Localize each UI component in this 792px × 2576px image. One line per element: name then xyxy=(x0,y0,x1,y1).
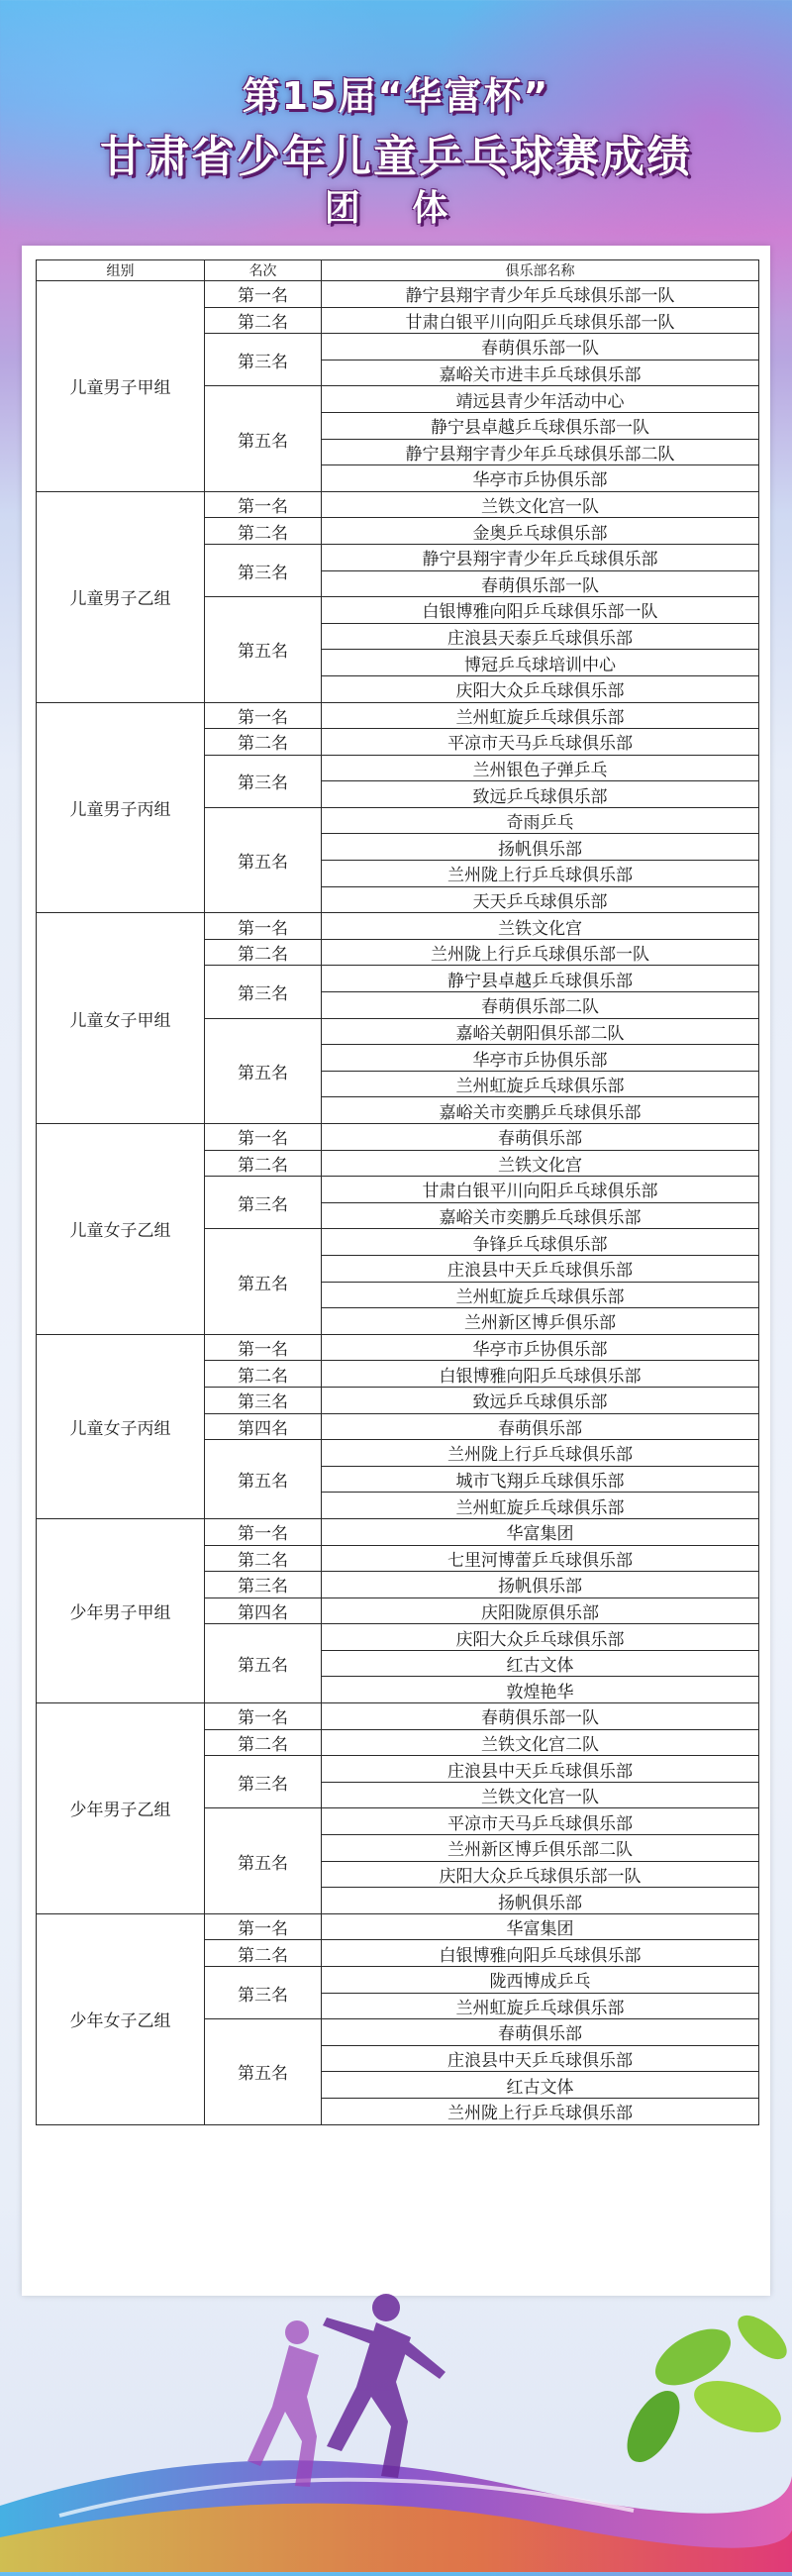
rank-cell: 第一名 xyxy=(205,1124,322,1151)
rank-cell: 第五名 xyxy=(205,386,322,491)
club-name: 红古文体 xyxy=(322,1650,759,1677)
header-rank: 名次 xyxy=(205,260,322,281)
table-row xyxy=(37,1334,759,1361)
club-name: 嘉峪关市进丰乒乓球俱乐部 xyxy=(322,360,759,386)
club-name: 白银博雅向阳乒乓球俱乐部一队 xyxy=(322,597,759,624)
club-name: 兰州陇上行乒乓球俱乐部 xyxy=(322,861,759,887)
group-name: 儿童女子丙组 xyxy=(37,1334,205,1518)
club-name: 红古文体 xyxy=(322,2072,759,2099)
rank-cell: 第四名 xyxy=(205,1413,322,1440)
table-row xyxy=(37,1913,759,1940)
rank-cell: 第三名 xyxy=(205,544,322,596)
club-name: 春萌俱乐部二队 xyxy=(322,992,759,1019)
rank-cell: 第三名 xyxy=(205,755,322,807)
club-name: 庆阳大众乒乓球俱乐部一队 xyxy=(322,1861,759,1888)
group-name: 儿童男子丙组 xyxy=(37,702,205,913)
club-name: 扬帆俱乐部 xyxy=(322,1888,759,1914)
rank-cell: 第二名 xyxy=(205,307,322,334)
rank-cell: 第一名 xyxy=(205,702,322,729)
club-name: 博冠乒乓球培训中心 xyxy=(322,650,759,676)
club-name: 兰州虹旋乒乓球俱乐部 xyxy=(322,702,759,729)
rank-cell: 第一名 xyxy=(205,1334,322,1361)
rank-cell: 第二名 xyxy=(205,1729,322,1756)
rank-cell: 第五名 xyxy=(205,1624,322,1703)
player-silhouette xyxy=(323,2294,446,2478)
club-name: 兰州银色子弹乒乓 xyxy=(322,755,759,781)
rank-cell: 第三名 xyxy=(205,1387,322,1413)
club-name: 静宁县翔宇青少年乒乓球俱乐部 xyxy=(322,544,759,570)
rank-cell: 第五名 xyxy=(205,1229,322,1334)
table-row xyxy=(37,702,759,729)
results-sheet xyxy=(22,246,770,2296)
club-name: 嘉峪关朝阳俱乐部二队 xyxy=(322,1018,759,1045)
rank-cell: 第五名 xyxy=(205,1018,322,1123)
results-table xyxy=(36,259,759,2125)
club-name: 城市飞翔乒乓球俱乐部 xyxy=(322,1466,759,1493)
club-name: 平凉市天马乒乓球俱乐部 xyxy=(322,1808,759,1835)
club-name: 陇西博成乒乓 xyxy=(322,1967,759,1994)
club-name: 静宁县卓越乒乓球俱乐部 xyxy=(322,966,759,992)
category-title: 团 体 xyxy=(324,188,468,229)
rank-cell: 第五名 xyxy=(205,1440,322,1519)
club-name: 兰州新区博乒俱乐部 xyxy=(322,1308,759,1335)
club-name: 兰州陇上行乒乓球俱乐部 xyxy=(322,1440,759,1467)
club-name: 天天乒乓球俱乐部 xyxy=(322,886,759,913)
club-name: 春萌俱乐部一队 xyxy=(322,334,759,361)
rank-cell: 第二名 xyxy=(205,1361,322,1388)
club-name: 致远乒乓球俱乐部 xyxy=(322,1387,759,1413)
group-name: 少年男子甲组 xyxy=(37,1518,205,1702)
club-name: 庆阳陇原俱乐部 xyxy=(322,1597,759,1624)
club-name: 静宁县翔宇青少年乒乓球俱乐部二队 xyxy=(322,439,759,465)
club-name: 甘肃白银平川向阳乒乓球俱乐部一队 xyxy=(322,307,759,334)
rank-cell: 第二名 xyxy=(205,729,322,756)
sports-illustration xyxy=(0,2278,792,2572)
club-name: 春萌俱乐部一队 xyxy=(322,570,759,597)
club-name: 金奥乒乓球俱乐部 xyxy=(322,518,759,545)
club-name: 靖远县青少年活动中心 xyxy=(322,386,759,413)
rank-cell: 第三名 xyxy=(205,966,322,1018)
club-name: 华亭市乒协俱乐部 xyxy=(322,465,759,492)
club-name: 嘉峪关市奕鹏乒乓球俱乐部 xyxy=(322,1097,759,1124)
club-name: 致远乒乓球俱乐部 xyxy=(322,781,759,808)
footer-decoration xyxy=(0,2278,792,2572)
rank-cell: 第五名 xyxy=(205,597,322,702)
rank-cell: 第一名 xyxy=(205,1913,322,1940)
header-banner xyxy=(0,0,792,248)
club-name: 敦煌艳华 xyxy=(322,1677,759,1703)
table-row xyxy=(37,491,759,518)
rank-cell: 第三名 xyxy=(205,1572,322,1598)
rank-cell: 第五名 xyxy=(205,2019,322,2124)
club-name: 兰铁文化宫二队 xyxy=(322,1729,759,1756)
rank-cell: 第一名 xyxy=(205,1518,322,1545)
rank-cell: 第一名 xyxy=(205,281,322,308)
header-club: 俱乐部名称 xyxy=(322,260,759,281)
rank-cell: 第一名 xyxy=(205,913,322,940)
club-name: 庄浪县中天乒乓球俱乐部 xyxy=(322,2045,759,2072)
club-name: 兰州虹旋乒乓球俱乐部 xyxy=(322,1071,759,1097)
table-row xyxy=(37,913,759,940)
group-name: 儿童男子甲组 xyxy=(37,281,205,492)
table-row xyxy=(37,1518,759,1545)
header-group: 组别 xyxy=(37,260,205,281)
rank-cell: 第二名 xyxy=(205,1150,322,1177)
group-name: 少年男子乙组 xyxy=(37,1703,205,1914)
rank-cell: 第四名 xyxy=(205,1597,322,1624)
club-name: 春萌俱乐部一队 xyxy=(322,1703,759,1730)
club-name: 白银博雅向阳乒乓球俱乐部 xyxy=(322,1940,759,1967)
club-name: 兰州虹旋乒乓球俱乐部 xyxy=(322,1993,759,2019)
club-name: 扬帆俱乐部 xyxy=(322,834,759,861)
club-name: 庄浪县中天乒乓球俱乐部 xyxy=(322,1255,759,1282)
club-name: 华亭市乒协俱乐部 xyxy=(322,1045,759,1072)
table-row xyxy=(37,281,759,308)
rank-cell: 第五名 xyxy=(205,807,322,912)
club-name: 华富集团 xyxy=(322,1913,759,1940)
rank-cell: 第三名 xyxy=(205,1967,322,2019)
rank-cell: 第三名 xyxy=(205,334,322,386)
group-name: 儿童女子甲组 xyxy=(37,913,205,1124)
rank-cell: 第二名 xyxy=(205,1940,322,1967)
club-name: 嘉峪关市奕鹏乒乓球俱乐部 xyxy=(322,1202,759,1229)
table-header-row xyxy=(37,260,759,281)
rank-cell: 第三名 xyxy=(205,1177,322,1229)
leaf-decoration xyxy=(617,2308,792,2471)
club-name: 庄浪县天泰乒乓球俱乐部 xyxy=(322,623,759,650)
club-name: 争锋乒乓球俱乐部 xyxy=(322,1229,759,1256)
event-title: 第15届“华富杯” xyxy=(242,74,550,118)
club-name: 静宁县卓越乒乓球俱乐部一队 xyxy=(322,412,759,439)
group-name: 儿童女子乙组 xyxy=(37,1124,205,1335)
group-name: 儿童男子乙组 xyxy=(37,491,205,702)
club-name: 兰铁文化宫一队 xyxy=(322,1782,759,1808)
club-name: 扬帆俱乐部 xyxy=(322,1572,759,1598)
rank-cell: 第五名 xyxy=(205,1808,322,1913)
club-name: 静宁县翔宇青少年乒乓球俱乐部一队 xyxy=(322,281,759,308)
club-name: 兰州陇上行乒乓球俱乐部 xyxy=(322,2098,759,2124)
club-name: 春萌俱乐部 xyxy=(322,1124,759,1151)
results-title: 甘肃省少年儿童乒乓球赛成绩 xyxy=(100,132,692,182)
rank-cell: 第二名 xyxy=(205,1545,322,1572)
club-name: 兰铁文化宫 xyxy=(322,1150,759,1177)
club-name: 华富集团 xyxy=(322,1518,759,1545)
club-name: 华亭市乒协俱乐部 xyxy=(322,1334,759,1361)
table-row xyxy=(37,1703,759,1730)
club-name: 白银博雅向阳乒乓球俱乐部 xyxy=(322,1361,759,1388)
group-name: 少年女子乙组 xyxy=(37,1913,205,2124)
club-name: 兰州新区博乒俱乐部二队 xyxy=(322,1835,759,1862)
club-name: 庄浪县中天乒乓球俱乐部 xyxy=(322,1756,759,1783)
club-name: 庆阳大众乒乓球俱乐部 xyxy=(322,675,759,702)
club-name: 兰州虹旋乒乓球俱乐部 xyxy=(322,1493,759,1519)
rank-cell: 第二名 xyxy=(205,939,322,966)
club-name: 庆阳大众乒乓球俱乐部 xyxy=(322,1624,759,1651)
rank-cell: 第一名 xyxy=(205,491,322,518)
club-name: 兰州陇上行乒乓球俱乐部一队 xyxy=(322,939,759,966)
table-row xyxy=(37,1124,759,1151)
results-body xyxy=(37,281,759,2125)
club-name: 兰州虹旋乒乓球俱乐部 xyxy=(322,1282,759,1308)
club-name: 平凉市天马乒乓球俱乐部 xyxy=(322,729,759,756)
club-name: 春萌俱乐部 xyxy=(322,2019,759,2046)
club-name: 春萌俱乐部 xyxy=(322,1413,759,1440)
club-name: 兰铁文化宫 xyxy=(322,913,759,940)
club-name: 甘肃白银平川向阳乒乓球俱乐部 xyxy=(322,1177,759,1203)
club-name: 兰铁文化宫一队 xyxy=(322,491,759,518)
club-name: 七里河博蕾乒乓球俱乐部 xyxy=(322,1545,759,1572)
rank-cell: 第二名 xyxy=(205,518,322,545)
rank-cell: 第一名 xyxy=(205,1703,322,1730)
rank-cell: 第三名 xyxy=(205,1756,322,1808)
club-name: 奇雨乒乓 xyxy=(322,807,759,834)
